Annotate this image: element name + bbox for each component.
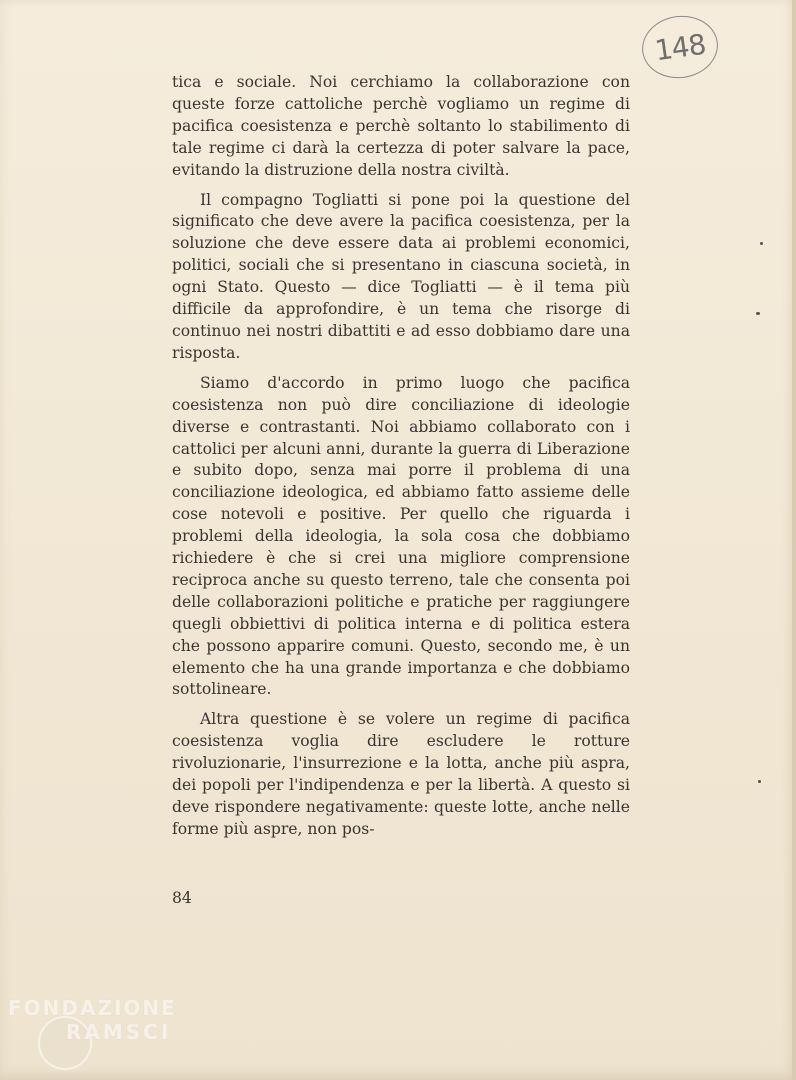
paragraph-3: Siamo d'accordo in primo luogo che pacifica coesistenza non può dire conciliazione di ideologie diverse e contrastanti. Noi abbiamo collaborato con i cattolici per alcuni anni, durante la guerra di Liberazione e subito dopo, senza mai porre il problema di una conciliazione ideologica, ed abbiamo fatto assieme delle cose notevoli e positive. Per quello che riguarda i problemi della ideologia, la sola cosa che dobbiamo richiedere è che si crei una migliore comprensione reciproca anche su questo terreno, tale che consenta poi delle collaborazioni politiche e pratiche per raggiungere quegli obbiettivi di politica interna e di politica estera che possono apparire comuni. Questo, secondo me, è un elemento che ha una grande importanza e che dobbiamo sottolineare. [172, 373, 630, 699]
dust-speck [760, 242, 763, 245]
watermark-line-2: RAMSCI [66, 1020, 172, 1044]
paragraph-2: Il compagno Togliatti si pone poi la questione del significato che deve avere la pacifica coesistenza, per la soluzione che deve essere data ai problemi economici, politici, sociali che si presentano in ciascuna società, in ogni Stato. Questo — dice Togliatti — è il tema più difficile da approfondire, è un tema che risorge di continuo nei nostri dibattiti e ad esso dobbiamo dare una risposta. [172, 190, 630, 362]
watermark-logo [8, 994, 198, 1066]
page-number: 84 [172, 889, 192, 907]
dust-speck [756, 312, 760, 315]
dust-speck [758, 780, 761, 783]
paragraph-4: Altra questione è se volere un regime di pacifica coesistenza voglia dire escludere le rotture rivoluzionarie, l'insurrezione e la lotta, anche più aspra, dei popoli per l'indipendenza e per la libertà. A questo si deve rispondere negativamente: queste lotte, anche nelle forme più aspre, non pos- [172, 710, 630, 838]
folio-stamp: 148 [638, 11, 722, 83]
body-text [172, 72, 630, 849]
watermark-line-1: FONDAZIONE [8, 996, 177, 1020]
paragraph-1: tica e sociale. Noi cerchiamo la collaborazione con queste forze cattoliche perchè vogliamo un regime di pacifica coesistenza e perchè soltanto lo stabilimento di tale regime ci darà la certezza di poter salvare la pace, evitando la distruzione della nostra civiltà. [172, 73, 630, 179]
page-edge [792, 0, 796, 1080]
